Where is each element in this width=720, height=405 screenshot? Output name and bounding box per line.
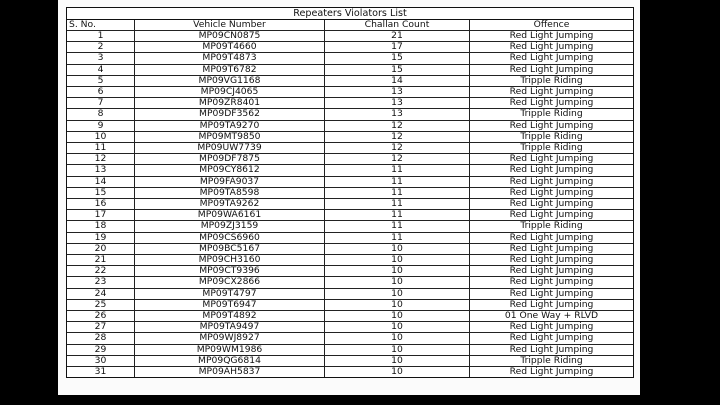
cell-vehicle-number: MP09TA9270 bbox=[135, 120, 325, 131]
cell-sno: 4 bbox=[67, 64, 135, 75]
cell-vehicle-number: MP09TA8598 bbox=[135, 187, 325, 198]
cell-vehicle-number: MP09WA6161 bbox=[135, 210, 325, 221]
table-row bbox=[67, 109, 633, 120]
cell-offence: Red Light Jumping bbox=[470, 53, 634, 64]
cell-challan-count: 10 bbox=[325, 277, 470, 288]
cell-vehicle-number: MP09ZR8401 bbox=[135, 98, 325, 109]
cell-sno: 15 bbox=[67, 187, 135, 198]
cell-challan-count: 11 bbox=[325, 221, 470, 232]
cell-sno: 14 bbox=[67, 176, 135, 187]
table-row bbox=[67, 165, 633, 176]
cell-challan-count: 11 bbox=[325, 165, 470, 176]
cell-sno: 20 bbox=[67, 243, 135, 254]
table-row bbox=[67, 367, 633, 378]
cell-challan-count: 14 bbox=[325, 75, 470, 86]
cell-offence: Red Light Jumping bbox=[470, 333, 634, 344]
cell-vehicle-number: MP09VG1168 bbox=[135, 75, 325, 86]
cell-challan-count: 11 bbox=[325, 199, 470, 210]
cell-vehicle-number: MP09WM1986 bbox=[135, 344, 325, 355]
cell-vehicle-number: MP09T4892 bbox=[135, 311, 325, 322]
table-row bbox=[67, 154, 633, 165]
cell-sno: 3 bbox=[67, 53, 135, 64]
cell-challan-count: 11 bbox=[325, 210, 470, 221]
cell-vehicle-number: MP09AH5837 bbox=[135, 367, 325, 378]
cell-sno: 28 bbox=[67, 333, 135, 344]
cell-challan-count: 17 bbox=[325, 42, 470, 53]
table-body bbox=[67, 31, 633, 378]
table-row bbox=[67, 322, 633, 333]
table-row bbox=[67, 131, 633, 142]
table-row bbox=[67, 255, 633, 266]
table-row bbox=[67, 266, 633, 277]
cell-sno: 12 bbox=[67, 154, 135, 165]
cell-offence: Tripple Riding bbox=[470, 143, 634, 154]
table-row bbox=[67, 75, 633, 86]
cell-sno: 27 bbox=[67, 322, 135, 333]
cell-vehicle-number: MP09WJ8927 bbox=[135, 333, 325, 344]
cell-challan-count: 13 bbox=[325, 109, 470, 120]
cell-vehicle-number: MP09QG6814 bbox=[135, 355, 325, 366]
cell-sno: 25 bbox=[67, 299, 135, 310]
cell-challan-count: 10 bbox=[325, 355, 470, 366]
cell-vehicle-number: MP09CT9396 bbox=[135, 266, 325, 277]
cell-sno: 21 bbox=[67, 255, 135, 266]
cell-offence: Red Light Jumping bbox=[470, 42, 634, 53]
cell-offence: Red Light Jumping bbox=[470, 266, 634, 277]
cell-sno: 26 bbox=[67, 311, 135, 322]
cell-offence: Tripple Riding bbox=[470, 109, 634, 120]
cell-challan-count: 10 bbox=[325, 266, 470, 277]
cell-offence: Red Light Jumping bbox=[470, 322, 634, 333]
cell-vehicle-number: MP09T4873 bbox=[135, 53, 325, 64]
table-row bbox=[67, 288, 633, 299]
cell-offence: Tripple Riding bbox=[470, 131, 634, 142]
cell-offence: Red Light Jumping bbox=[470, 243, 634, 254]
cell-offence: Red Light Jumping bbox=[470, 98, 634, 109]
cell-challan-count: 10 bbox=[325, 367, 470, 378]
cell-offence: Red Light Jumping bbox=[470, 120, 634, 131]
cell-offence: 01 One Way + RLVD bbox=[470, 311, 634, 322]
table-row bbox=[67, 221, 633, 232]
cell-vehicle-number: MP09MT9850 bbox=[135, 131, 325, 142]
cell-vehicle-number: MP09CJ4065 bbox=[135, 87, 325, 98]
cell-vehicle-number: MP09CS6960 bbox=[135, 232, 325, 243]
cell-vehicle-number: MP09CN0875 bbox=[135, 31, 325, 42]
cell-vehicle-number: MP09BC5167 bbox=[135, 243, 325, 254]
cell-sno: 5 bbox=[67, 75, 135, 86]
cell-vehicle-number: MP09T4660 bbox=[135, 42, 325, 53]
cell-offence: Red Light Jumping bbox=[470, 31, 634, 42]
cell-vehicle-number: MP09T4797 bbox=[135, 288, 325, 299]
cell-offence: Red Light Jumping bbox=[470, 154, 634, 165]
cell-sno: 18 bbox=[67, 221, 135, 232]
cell-sno: 11 bbox=[67, 143, 135, 154]
cell-sno: 10 bbox=[67, 131, 135, 142]
table-row bbox=[67, 87, 633, 98]
header-challan-count: Challan Count bbox=[325, 20, 470, 31]
cell-sno: 13 bbox=[67, 165, 135, 176]
cell-offence: Red Light Jumping bbox=[470, 299, 634, 310]
cell-challan-count: 10 bbox=[325, 333, 470, 344]
cell-offence: Red Light Jumping bbox=[470, 277, 634, 288]
cell-challan-count: 11 bbox=[325, 232, 470, 243]
cell-vehicle-number: MP09TA9497 bbox=[135, 322, 325, 333]
cell-challan-count: 10 bbox=[325, 322, 470, 333]
cell-offence: Red Light Jumping bbox=[470, 187, 634, 198]
cell-challan-count: 10 bbox=[325, 311, 470, 322]
table-row bbox=[67, 42, 633, 53]
cell-vehicle-number: MP09UW7739 bbox=[135, 143, 325, 154]
cell-offence: Red Light Jumping bbox=[470, 255, 634, 266]
violators-table bbox=[67, 20, 633, 377]
violators-table-container bbox=[66, 7, 634, 378]
table-row bbox=[67, 210, 633, 221]
cell-offence: Red Light Jumping bbox=[470, 344, 634, 355]
cell-challan-count: 11 bbox=[325, 187, 470, 198]
cell-offence: Red Light Jumping bbox=[470, 210, 634, 221]
cell-sno: 29 bbox=[67, 344, 135, 355]
cell-challan-count: 10 bbox=[325, 255, 470, 266]
header-vehicle-number: Vehicle Number bbox=[135, 20, 325, 31]
cell-offence: Red Light Jumping bbox=[470, 165, 634, 176]
cell-challan-count: 21 bbox=[325, 31, 470, 42]
table-row bbox=[67, 333, 633, 344]
cell-vehicle-number: MP09CX2866 bbox=[135, 277, 325, 288]
cell-sno: 16 bbox=[67, 199, 135, 210]
cell-challan-count: 10 bbox=[325, 299, 470, 310]
table-row bbox=[67, 355, 633, 366]
cell-sno: 23 bbox=[67, 277, 135, 288]
cell-sno: 2 bbox=[67, 42, 135, 53]
table-row bbox=[67, 232, 633, 243]
cell-offence: Red Light Jumping bbox=[470, 232, 634, 243]
table-row bbox=[67, 98, 633, 109]
cell-sno: 24 bbox=[67, 288, 135, 299]
table-row bbox=[67, 64, 633, 75]
cell-vehicle-number: MP09FA9037 bbox=[135, 176, 325, 187]
cell-challan-count: 12 bbox=[325, 154, 470, 165]
cell-challan-count: 12 bbox=[325, 131, 470, 142]
cell-vehicle-number: MP09DF3562 bbox=[135, 109, 325, 120]
cell-sno: 17 bbox=[67, 210, 135, 221]
table-row bbox=[67, 311, 633, 322]
cell-challan-count: 10 bbox=[325, 344, 470, 355]
cell-vehicle-number: MP09CH3160 bbox=[135, 255, 325, 266]
table-row bbox=[67, 199, 633, 210]
cell-sno: 31 bbox=[67, 367, 135, 378]
cell-vehicle-number: MP09T6782 bbox=[135, 64, 325, 75]
table-row bbox=[67, 187, 633, 198]
table-row bbox=[67, 299, 633, 310]
cell-offence: Red Light Jumping bbox=[470, 367, 634, 378]
table-row bbox=[67, 176, 633, 187]
cell-challan-count: 10 bbox=[325, 243, 470, 254]
table-row bbox=[67, 53, 633, 64]
cell-offence: Red Light Jumping bbox=[470, 288, 634, 299]
cell-challan-count: 11 bbox=[325, 176, 470, 187]
table-row bbox=[67, 120, 633, 131]
table-row bbox=[67, 243, 633, 254]
cell-challan-count: 15 bbox=[325, 53, 470, 64]
cell-offence: Tripple Riding bbox=[470, 221, 634, 232]
cell-challan-count: 13 bbox=[325, 98, 470, 109]
document-page bbox=[58, 0, 640, 395]
cell-sno: 6 bbox=[67, 87, 135, 98]
cell-vehicle-number: MP09CY8612 bbox=[135, 165, 325, 176]
table-row bbox=[67, 31, 633, 42]
cell-offence: Tripple Riding bbox=[470, 355, 634, 366]
cell-sno: 8 bbox=[67, 109, 135, 120]
cell-challan-count: 10 bbox=[325, 288, 470, 299]
cell-sno: 30 bbox=[67, 355, 135, 366]
cell-challan-count: 12 bbox=[325, 120, 470, 131]
table-row bbox=[67, 143, 633, 154]
cell-offence: Red Light Jumping bbox=[470, 176, 634, 187]
header-offence: Offence bbox=[470, 20, 634, 31]
table-row bbox=[67, 277, 633, 288]
cell-sno: 19 bbox=[67, 232, 135, 243]
cell-challan-count: 15 bbox=[325, 64, 470, 75]
cell-sno: 22 bbox=[67, 266, 135, 277]
cell-vehicle-number: MP09TA9262 bbox=[135, 199, 325, 210]
cell-sno: 7 bbox=[67, 98, 135, 109]
cell-offence: Red Light Jumping bbox=[470, 199, 634, 210]
cell-sno: 1 bbox=[67, 31, 135, 42]
header-sno: S. No. bbox=[67, 20, 135, 31]
table-header-row bbox=[67, 20, 633, 31]
cell-vehicle-number: MP09T6947 bbox=[135, 299, 325, 310]
cell-offence: Red Light Jumping bbox=[470, 64, 634, 75]
cell-sno: 9 bbox=[67, 120, 135, 131]
cell-challan-count: 13 bbox=[325, 87, 470, 98]
cell-offence: Tripple Riding bbox=[470, 75, 634, 86]
cell-offence: Red Light Jumping bbox=[470, 87, 634, 98]
table-row bbox=[67, 344, 633, 355]
cell-vehicle-number: MP09ZJ3159 bbox=[135, 221, 325, 232]
table-title: Repeaters Violators List bbox=[67, 8, 633, 20]
cell-challan-count: 12 bbox=[325, 143, 470, 154]
cell-vehicle-number: MP09DF7875 bbox=[135, 154, 325, 165]
